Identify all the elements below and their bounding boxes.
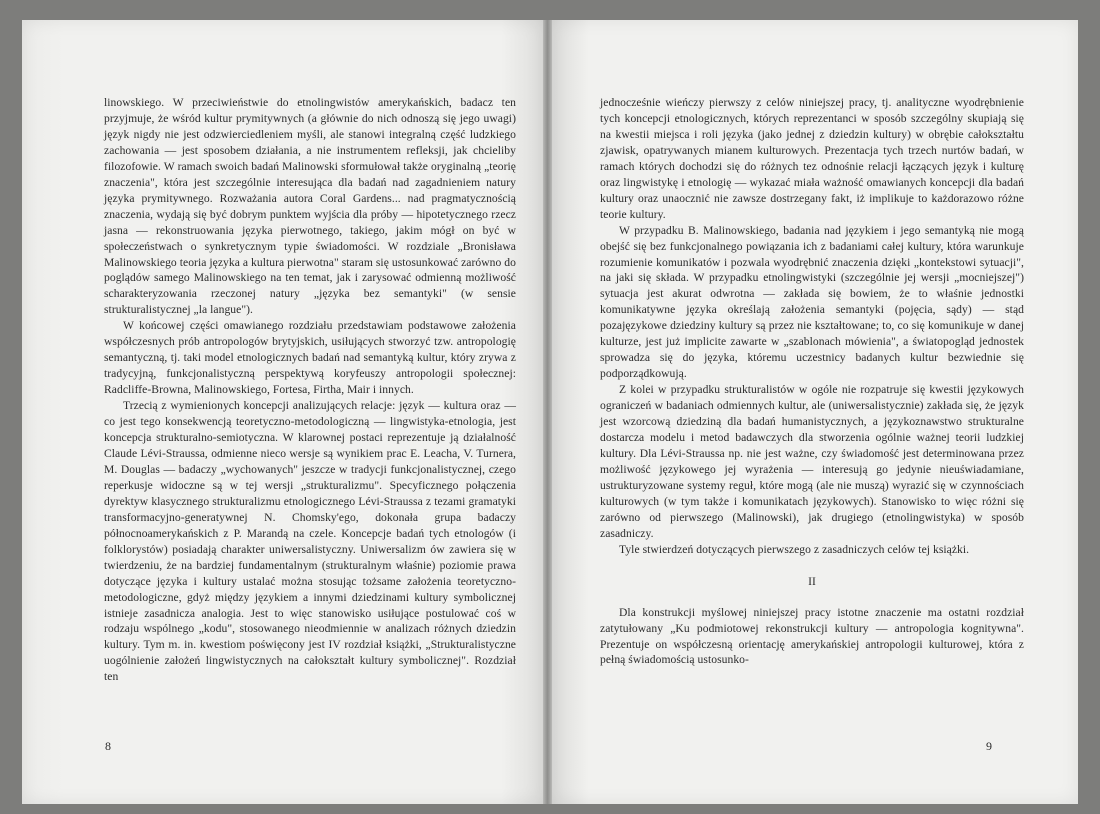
paragraph: W przypadku B. Malinowskiego, badania nad językiem i jego semantyką nie mogą obejść się bez funkcjonalnego powiązania ich z badaniami całej kultury, która warunkuje rozumienie komunikatów i pozwala wyodrębnić znaczenia dzięki „kontekstowi sytuacji", na jaki się składa. W przypadku etnolingwistyki (szczególnie jej wersji „mocniejszej") sytuacja jest akurat odwrotna — zakłada się bowiem, że to właśnie jednostki komunikatywne języka określają założenia semantyki (pojęcia, sądy) — stąd pozajęzykowe dziedziny kultury są przez nie kształtowane; to, co się komunikuje w danej kulturze, jest już implicite zawarte w „szablonach mówienia", a światopogląd jednostek sprowadza się do języka, któremu uczestnicy badanych kultur bezwiednie się podporządkowują. (600, 223, 1024, 381)
paragraph: W końcowej części omawianego rozdziału przedstawiam podstawowe założenia współczesnych prób antropologów brytyjskich, usiłujących stworzyć tzw. antropologię semantyczną, tj. taki model etnologicznych badań nad semantyką kultur, który zrywa z tradycyjną, funkcjonalistyczną perspektywą koryfeuszy antropologii społecznej: Radcliffe-Browna, Malinowskiego, Fortesa, Firtha, Mair i innych. (104, 319, 516, 397)
right-page-body (600, 95, 1024, 668)
left-page (22, 20, 543, 804)
page-number: 8 (105, 739, 111, 753)
left-page-body (104, 95, 516, 685)
book-gutter (543, 20, 552, 804)
page-number: 9 (986, 739, 992, 753)
paragraph: linowskiego. W przeciwieństwie do etnolingwistów amerykańskich, badacz ten przyjmuje, że wśród kultur prymitywnych (a głównie do nich odnoszą się jego uwagi) język nigdy nie jest odzwierciedleniem myśli, ale stanowi integralną część ludzkiego zachowania — jest sposobem działania, a nie instrumentem refleksji, jak chcieliby filozofowie. W ramach swoich badań Malinowski sformułował także oryginalną „teorię znaczenia", która jest szczególnie interesująca dla badań nad zagadnieniem natury języka prymitywnego. Rozważania autora Coral Gardens... nad pragmatycznością znaczenia, wydają się być dobrym punktem wyjścia dla próby — hipotetycznego rzecz jasna — rekonstruowania języka pierwotnego, takiego, jakim mógł on być w społeczeństwach o synkretycznym typie świadomości. W rozdziale „Bronisława Malinowskiego teoria języka a kultura pierwotna" staram się ustosunkować zarówno do poglądów samego Malinowskiego na ten temat, jak i zarysować odmienną możliwość scharakteryzowania rzeczonej natury „języka bez semantyki" (w sensie strukturalistycznej „la langue"). (104, 96, 516, 317)
paragraph: Z kolei w przypadku strukturalistów w ogóle nie rozpatruje się kwestii językowych ograniczeń w badaniach odmiennych kultur, ale (uniwersalistycznie) zakłada się, że język jest wzorcową dziedziną dla badań humanistycznych, a językoznawstwo strukturalne dostarcza modelu i metod badawczych dla stworzenia ogólnie ważnej teorii ludzkiej kultury. Dla Lévi-Straussa np. nie jest ważne, czy świadomość jest determinowana przez możliwość językowego jej wyrażenia — interesują go jedynie nieuświadamiane, ustrukturyzowane systemy reguł, które mogą (ale nie muszą) wyrazić się w czynnościach kulturowych (w tym także i komunikatach językowych). Stanowisko to więc różni się zarówno od pierwszego (Malinowski), jak drugiego (etnolingwistyka) w sposób zasadniczy. (600, 383, 1024, 540)
paragraph: Trzecią z wymienionych koncepcji analizujących relacje: język — kultura oraz — co jest tego konsekwencją teoretyczno-metodologiczną — lingwistyka-etnologia, jest koncepcja strukturalno-semiotyczna. W klarownej postaci reprezentuje ją działalność Claude Lévi-Straussa, odmienne nieco wersje są wynikiem prac E. Leacha, V. Turnera, M. Douglas — badaczy „wychowanych" jeszcze w tradycji funkcjonalistycznej, czego reperkusje widoczne są w tej wersji „strukturalizmu". Specyficznego połączenia dyrektyw klasycznego strukturalizmu etnologicznego Lévi-Straussa z tezami gramatyki transformacyjno-generatywnej N. Chomsky'ego, dokonała grupa badaczy północnoamerykańskich z P. Marandą na czele. Koncepcje badań tych etnologów (i folklorystów) posiadają charakter uniwersalistyczny. Uniwersalizm ów zawiera się w twierdzeniu, że na bardziej fundamentalnym (strukturalnym właśnie) poziomie prawa dotyczące języka i kultury ustalać można stosując tożsame założenia teoretyczno-metodologiczne, gdyż między językiem a innymi dziedzinami kultury symbolicznej istnieje zasadnicza analogia. Jest to więc stanowisko usiłujące postulować coś w rodzaju wspólnego „kodu", stosowanego nieodmiennie w analizach różnych dziedzin kultury. Tym m. in. kwestiom poświęcony jest IV rozdział książki, „Strukturalistyczne uogólnienie założeń lingwistycznych na całokształt kultury symbolicznej". Rozdział ten (104, 399, 516, 684)
paragraph: Tyle stwierdzeń dotyczących pierwszego z zasadniczych celów tej książki. (619, 542, 970, 556)
section-heading: II (808, 574, 816, 588)
right-page (552, 20, 1078, 804)
paragraph: Dla konstrukcji myślowej niniejszej pracy istotne znaczenie ma ostatni rozdział zatytułowany „Ku podmiotowej rekonstrukcji kultury — antropologia kognitywna". Prezentuje on współczesną orientację amerykańskiej antropologii kulturowej, która z pełną świadomością ustosunko- (600, 605, 1024, 667)
paragraph: jednocześnie wieńczy pierwszy z celów niniejszej pracy, tj. analityczne wyodrębnienie tych koncepcji etnologicznych, których reprezentanci w sposób szczególny skupiają się na kwestii miejsca i roli języka (jako jednej z dziedzin kultury) w obrębie całokształtu zjawisk, opatrywanych mianem kulturowych. Prezentacja tych trzech nurtów badań, w ramach których dochodzi się do różnych tez odnośnie relacji łączących język i kulturę oraz lingwistykę i etnologię — wykazać miała ważność omawianych koncepcji dla badań kultury oraz unaocznić nie zawsze dostrzegany fakt, iż implikuje to każdorazowo różne teorie kultury. (600, 96, 1024, 221)
